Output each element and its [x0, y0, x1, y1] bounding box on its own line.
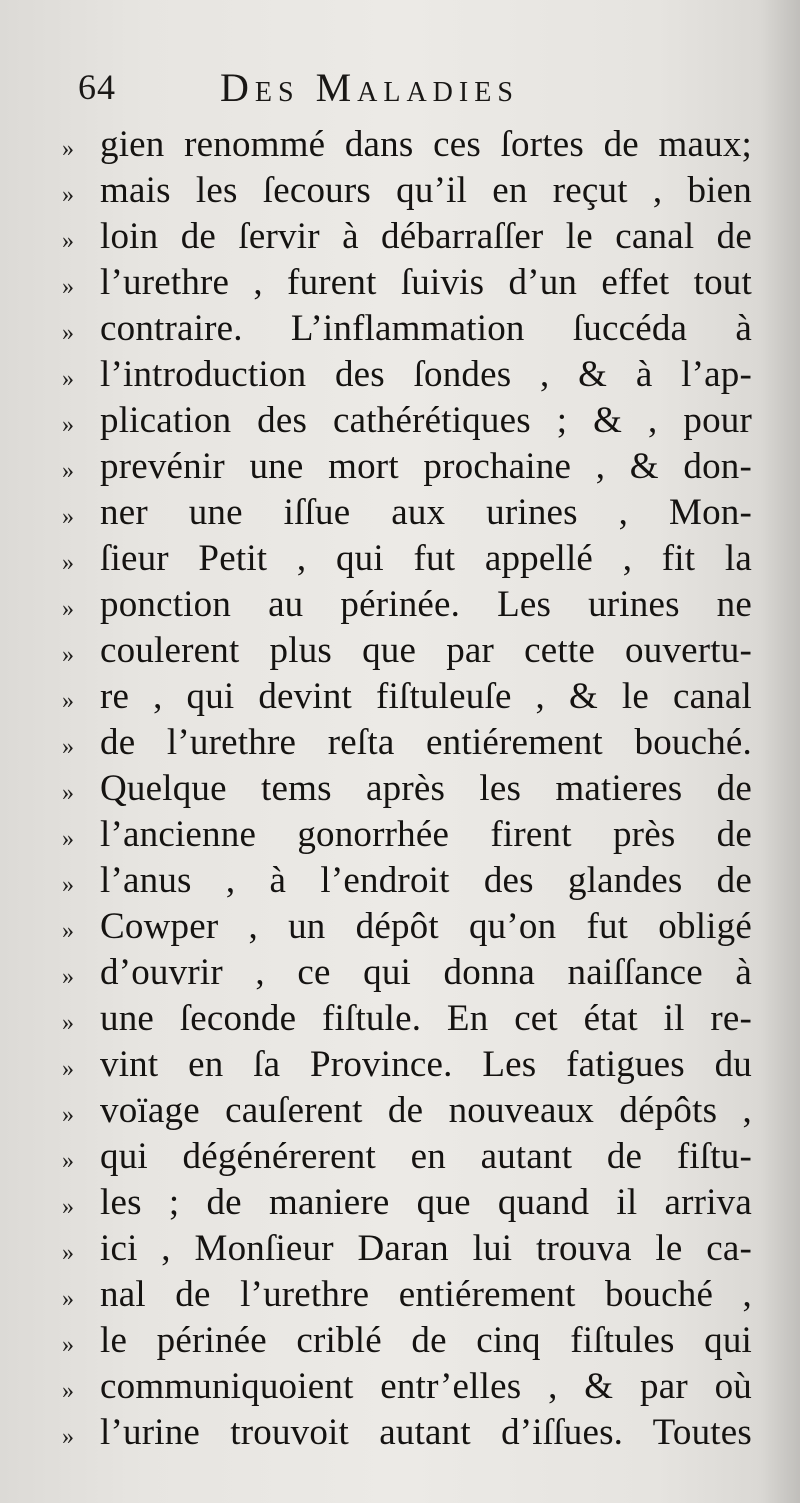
quote-mark: » [62, 412, 74, 438]
line-text: ner une iſſue aux urines , Mon- [100, 492, 752, 533]
text-line [62, 215, 752, 261]
text-line [62, 261, 752, 307]
line-text: prevénir une mort prochaine , & don- [100, 446, 752, 487]
line-text: loin de ſervir à débarraſſer le canal de [100, 216, 752, 257]
quote-mark: » [62, 1102, 74, 1128]
text-line [62, 1319, 752, 1365]
text-line [62, 1365, 752, 1411]
quote-mark: » [62, 1194, 74, 1220]
line-text: mais les ſecours qu’il en reçut , bien [100, 170, 752, 211]
line-text: qui dégénérerent en autant de fiſtu- [100, 1136, 752, 1177]
line-text: ici , Monſieur Daran lui trouva le ca- [100, 1228, 752, 1269]
quote-mark: » [62, 1148, 74, 1174]
line-text: l’introduction des ſondes , & à l’ap- [100, 354, 752, 395]
quote-mark: » [62, 504, 74, 530]
quote-mark: » [62, 1378, 74, 1404]
text-line [62, 1181, 752, 1227]
quote-mark: » [62, 136, 74, 162]
text-line [62, 537, 752, 583]
text-line [62, 123, 752, 169]
text-line [62, 399, 752, 445]
text-line [62, 905, 752, 951]
line-text: nal de l’urethre entiérement bouché , [100, 1274, 752, 1315]
text-line [62, 813, 752, 859]
quote-mark: » [62, 550, 74, 576]
text-line [62, 1273, 752, 1319]
quote-mark: » [62, 458, 74, 484]
text-line [62, 1411, 752, 1457]
text-line [62, 997, 752, 1043]
line-text: gien renommé dans ces ſortes de maux; [100, 124, 752, 165]
page-number: 64 [78, 67, 116, 107]
quote-mark: » [62, 274, 74, 300]
text-line [62, 721, 752, 767]
line-text: Quelque tems après les matieres de [100, 768, 752, 809]
quote-mark: » [62, 1240, 74, 1266]
line-text: voïage cauſerent de nouveaux dépôts , [100, 1090, 752, 1131]
line-text: d’ouvrir , ce qui donna naiſſance à [100, 952, 752, 993]
quote-mark: » [62, 964, 74, 990]
line-text: de l’urethre reſta entiérement bouché. [100, 722, 752, 763]
quote-mark: » [62, 228, 74, 254]
quote-mark: » [62, 1424, 74, 1450]
quote-mark: » [62, 688, 74, 714]
quote-mark: » [62, 1010, 74, 1036]
quote-mark: » [62, 642, 74, 668]
quote-mark: » [62, 1332, 74, 1358]
text-line [62, 169, 752, 215]
quote-mark: » [62, 366, 74, 392]
line-text: les ; de maniere que quand il arriva [100, 1182, 752, 1223]
text-line [62, 583, 752, 629]
quote-mark: » [62, 918, 74, 944]
quote-mark: » [62, 320, 74, 346]
line-text: l’anus , à l’endroit des glandes de [100, 860, 752, 901]
quote-mark: » [62, 1286, 74, 1312]
page-header [70, 62, 630, 122]
line-text: plication des cathérétiques ; & , pour [100, 400, 752, 441]
quote-mark: » [62, 734, 74, 760]
line-text: vint en ſa Province. Les fatigues du [100, 1044, 752, 1085]
quote-mark: » [62, 872, 74, 898]
text-line [62, 767, 752, 813]
text-line [62, 859, 752, 905]
text-line [62, 445, 752, 491]
line-text: l’urine trouvoit autant d’iſſues. Toutes [100, 1412, 752, 1453]
text-line [62, 951, 752, 997]
body-text [62, 123, 752, 1457]
quote-mark: » [62, 596, 74, 622]
text-line [62, 307, 752, 353]
text-line [62, 353, 752, 399]
line-text: Cowper , un dépôt qu’on fut obligé [100, 906, 752, 947]
line-text: contraire. L’inflammation ſuccéda à [100, 308, 752, 349]
running-title: Des Maladies [220, 65, 519, 110]
line-text: communiquoient entr’elles , & par où [100, 1366, 752, 1407]
quote-mark: » [62, 1056, 74, 1082]
text-line [62, 1089, 752, 1135]
line-text: l’ancienne gonorrhée firent près de [100, 814, 752, 855]
line-text: coulerent plus que par cette ouvertu- [100, 630, 752, 671]
text-line [62, 1135, 752, 1181]
page-edge-shadow [760, 0, 800, 1503]
line-text: une ſeconde fiſtule. En cet état il re- [100, 998, 752, 1039]
quote-mark: » [62, 780, 74, 806]
quote-mark: » [62, 182, 74, 208]
line-text: ſieur Petit , qui fut appellé , fit la [100, 538, 752, 579]
line-text: re , qui devint fiſtuleuſe , & le canal [100, 676, 752, 717]
text-line [62, 1227, 752, 1273]
text-line [62, 1043, 752, 1089]
text-line [62, 491, 752, 537]
text-line [62, 675, 752, 721]
quote-mark: » [62, 826, 74, 852]
line-text: le périnée criblé de cinq fiſtules qui [100, 1320, 752, 1361]
line-text: ponction au périnée. Les urines ne [100, 584, 752, 625]
line-text: l’urethre , furent ſuivis d’un effet tout [100, 262, 752, 303]
text-line [62, 629, 752, 675]
